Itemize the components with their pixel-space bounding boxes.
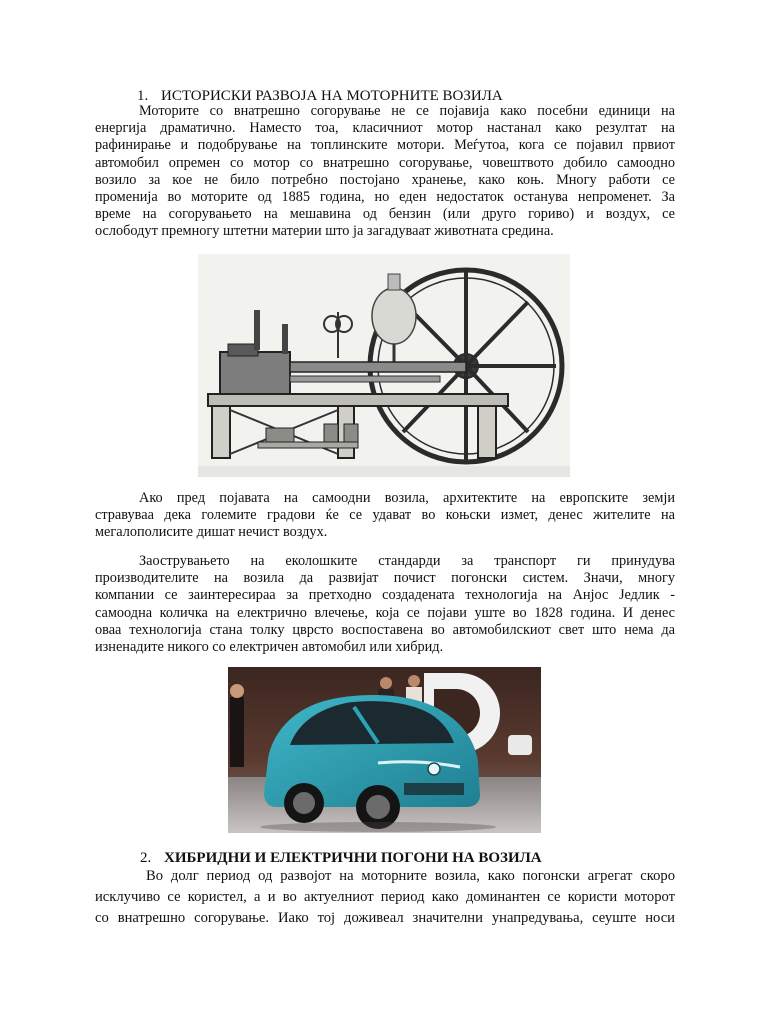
- section-1-title: ИСТОРИСКИ РАЗВОЈА НА МОТОРНИТЕ ВОЗИЛА: [161, 88, 503, 104]
- section-1-number: 1.: [137, 88, 149, 104]
- text-line: компании се заинтересираа за претходно создадената технологија на Анјос Једлик -: [95, 587, 675, 604]
- text-line: Во долг период од развојот на моторните возила, како погонски агрегат скоро: [146, 868, 675, 884]
- text-line: оваа технологија стана толку цврсто воспоставена во автомобилскиот свет што нема да: [95, 621, 675, 638]
- historic-engine-illustration: [198, 254, 570, 477]
- text-line: автомобил опремен со мотор со внатрешно согорување, човештвото добило самоодно: [95, 154, 675, 171]
- text-line: време на согорувањето на мешавина од бензин (или друго гориво) и воздух, се: [95, 206, 675, 223]
- text-line: Ако пред појавата на самоодни возила, архитектите на европските земји: [139, 490, 675, 506]
- text-line: мегалополисите дишат нечист воздух.: [95, 524, 328, 541]
- text-line: променија во моторите од 1885 година, но еден недостаток останува непроменет. За: [95, 189, 675, 206]
- text-line: производителите на возила да развијат почист погонски систем. Значи, многу: [95, 570, 675, 587]
- section-1-paragraph-1: [95, 103, 675, 241]
- text-line: стравуваа дека големите градови ќе се удават во коњски измет, денес жителите на: [95, 507, 675, 524]
- text-line: исклучиво се користел, а и во актуелниот период како доминантен се користи моторот: [95, 889, 675, 905]
- text-line: со внатрешно согорување. Иако тој доживеал значителни унапредувања, сеуште носи: [95, 910, 675, 926]
- text-line: самоодна количка на електрично влечење, која се појави уште во 1828 година. И денес: [95, 604, 675, 621]
- section-2-heading: [140, 849, 542, 867]
- text-line: енергија драматично. Наместо тоа, класичниот мотор настанал како резултат на: [95, 120, 675, 137]
- text-line: ослободут премногу штетни материи што ја загадуваат животната средина.: [95, 223, 554, 240]
- section-2-paragraph-1: [95, 866, 675, 929]
- section-2-title: ХИБРИДНИ И ЕЛЕКТРИЧНИ ПОГОНИ НА ВОЗИЛА: [164, 850, 542, 866]
- text-line: возило за кое не било потребно постојано хранење, како коњ. Многу работи се: [95, 171, 675, 188]
- section-1-paragraph-3: [95, 553, 675, 656]
- text-line: Заострувањето на еколошките стандарди за транспорт ги принудува: [139, 553, 675, 569]
- text-line: изненадите никого со електричен автомобил или хибрид.: [95, 639, 444, 656]
- electric-car-photo: [228, 667, 541, 833]
- section-2-number: 2.: [140, 850, 152, 866]
- section-1-paragraph-2: [95, 490, 675, 542]
- text-line: Моторите со внатрешно согорување не се појавија како посебни единици на: [139, 103, 675, 119]
- text-line: рафинирање и подобрување на топлинските мотори. Меѓутоа, кога се појавил првиот: [95, 137, 675, 154]
